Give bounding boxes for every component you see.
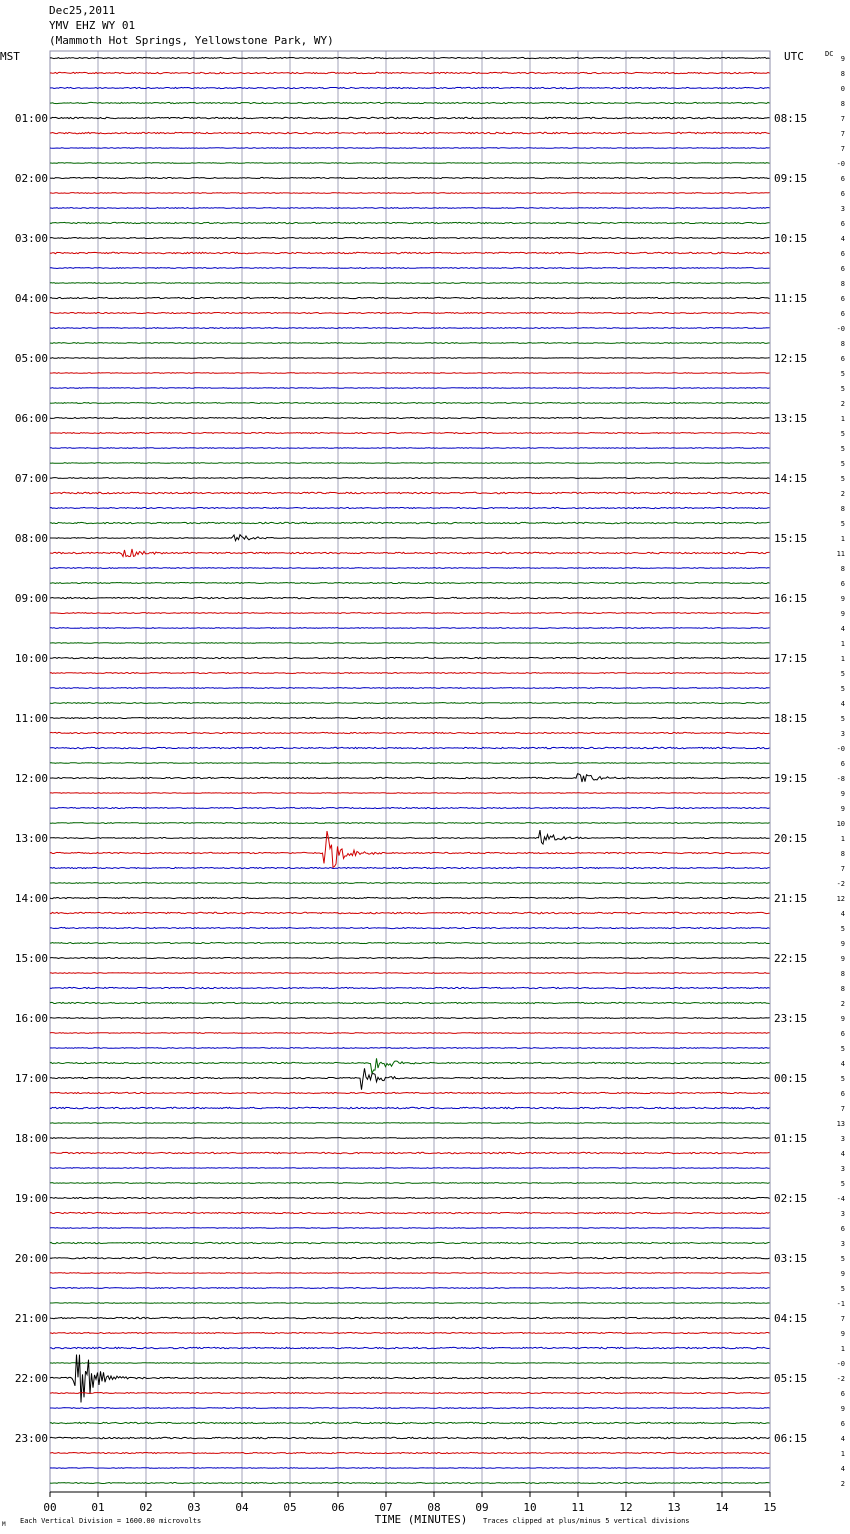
x-tick-label: 06 [331, 1501, 345, 1514]
trace-line [50, 208, 770, 209]
right-zone-label: UTC [784, 50, 804, 63]
dc-offset-label: 9 [840, 1405, 845, 1413]
dc-offset-label: 1 [840, 1450, 845, 1458]
dc-offset-label: 6 [840, 250, 845, 258]
dc-offset-label: 3 [840, 205, 845, 213]
trace-line [50, 1228, 770, 1229]
right-hour-label: 20:15 [774, 832, 808, 845]
trace-line [50, 597, 770, 598]
trace-line [50, 823, 770, 824]
dc-offset-label: 3 [840, 730, 845, 738]
trace-line [50, 793, 770, 794]
dc-offset-label: 5 [840, 460, 845, 468]
dc-offset-label: 6 [840, 175, 845, 183]
left-hour-label: 13:00 [14, 832, 48, 845]
trace-line [50, 1288, 770, 1289]
trace-line [50, 747, 770, 748]
trace-line [50, 1058, 770, 1073]
dc-offset-label: 7 [840, 1105, 845, 1113]
trace-line [50, 1273, 770, 1274]
trace-line [50, 1068, 770, 1089]
dc-offset-label: 1 [840, 535, 845, 543]
dc-offset-label: 9 [840, 1330, 845, 1338]
dc-offset-label: 5 [840, 430, 845, 438]
trace-line [50, 867, 770, 868]
x-tick-label: 15 [763, 1501, 777, 1514]
left-zone-label: MST [0, 50, 20, 63]
dc-offset-label: 9 [840, 595, 845, 603]
left-hour-label: 22:00 [14, 1372, 48, 1385]
trace-line [50, 1332, 770, 1333]
trace-line [50, 942, 770, 943]
trace-line [50, 463, 770, 464]
trace-line [50, 732, 770, 733]
trace-line [50, 1355, 770, 1403]
trace-line [50, 148, 770, 149]
left-hour-label: 19:00 [14, 1192, 48, 1205]
x-tick-label: 12 [619, 1501, 633, 1514]
trace-line [50, 897, 770, 898]
trace-line [50, 1242, 770, 1243]
dc-offset-label: 7 [840, 115, 845, 123]
dc-offset-label: 4 [840, 1435, 845, 1443]
x-tick-label: 08 [427, 1501, 441, 1514]
dc-offset-label: 9 [840, 55, 845, 63]
dc-offset-label: 11 [836, 550, 845, 558]
dc-offset-label: 6 [840, 220, 845, 228]
trace-line [50, 492, 770, 493]
dc-offset-label: -0 [836, 325, 845, 333]
trace-line [50, 102, 770, 103]
dc-offset-label: 5 [840, 1180, 845, 1188]
right-hour-label: 06:15 [774, 1432, 808, 1445]
dc-offset-label: 7 [840, 865, 845, 873]
left-hour-label: 14:00 [14, 892, 48, 905]
dc-offset-label: 4 [840, 1060, 845, 1068]
trace-line [50, 478, 770, 479]
dc-offset-label: 8 [840, 970, 845, 978]
left-hour-label: 21:00 [14, 1312, 48, 1325]
left-hour-label: 06:00 [14, 412, 48, 425]
right-hour-label: 11:15 [774, 292, 808, 305]
scale-note: Each Vertical Division = 1600.00 microvolts [20, 1517, 202, 1525]
dc-offset-label: 10 [836, 820, 845, 828]
dc-offset-label: 8 [840, 505, 845, 513]
dc-offset-label: 5 [840, 1285, 845, 1293]
right-hour-label: 21:15 [774, 892, 808, 905]
dc-offset-label: 5 [840, 685, 845, 693]
dc-offset-label: 8 [840, 850, 845, 858]
trace-line [50, 1002, 770, 1003]
right-hour-label: 08:15 [774, 112, 808, 125]
dc-offset-label: 5 [840, 445, 845, 453]
trace-line [50, 703, 770, 704]
dc-offset-label: 6 [840, 1390, 845, 1398]
right-hour-label: 16:15 [774, 592, 808, 605]
dc-offset-label: 2 [840, 490, 845, 498]
dc-offset-label: 4 [840, 235, 845, 243]
x-tick-label: 10 [523, 1501, 537, 1514]
right-hour-label: 13:15 [774, 412, 808, 425]
trace-line [50, 958, 770, 959]
left-hour-label: 02:00 [14, 172, 48, 185]
trace-line [50, 1152, 770, 1153]
dc-offset-label: 6 [840, 1030, 845, 1038]
dc-offset-label: -0 [836, 1360, 845, 1368]
dc-offset-label: 9 [840, 955, 845, 963]
trace-line [50, 1183, 770, 1184]
trace-line [50, 1437, 770, 1438]
right-hour-label: 00:15 [774, 1072, 808, 1085]
left-hour-label: 23:00 [14, 1432, 48, 1445]
left-hour-label: 04:00 [14, 292, 48, 305]
trace-line [50, 549, 770, 557]
dc-offset-label: -8 [836, 775, 845, 783]
trace-line [50, 1107, 770, 1108]
x-tick-label: 01 [91, 1501, 105, 1514]
dc-offset-label: -4 [836, 1195, 845, 1203]
dc-offset-label: -2 [836, 880, 845, 888]
left-hour-label: 18:00 [14, 1132, 48, 1145]
x-tick-label: 13 [667, 1501, 681, 1514]
trace-line [50, 628, 770, 629]
left-hour-label: 03:00 [14, 232, 48, 245]
left-hour-label: 11:00 [14, 712, 48, 725]
header-location: (Mammoth Hot Springs, Yellowstone Park, WY) [49, 34, 334, 47]
dc-offset-label: 5 [840, 715, 845, 723]
right-hour-label: 05:15 [774, 1372, 808, 1385]
trace-line [50, 1393, 770, 1394]
dc-offset-label: 8 [840, 985, 845, 993]
trace-line [50, 1317, 770, 1318]
right-hour-label: 14:15 [774, 472, 808, 485]
trace-line [50, 1257, 770, 1258]
trace-line [50, 373, 770, 374]
trace-line [50, 568, 770, 569]
dc-offset-label: 9 [840, 805, 845, 813]
corner-mark: M [2, 1521, 6, 1528]
dc-offset-label: 5 [840, 370, 845, 378]
dc-offset-label: 8 [840, 280, 845, 288]
dc-offset-label: 8 [840, 100, 845, 108]
dc-offset-label: 5 [840, 520, 845, 528]
trace-line [50, 297, 770, 298]
dc-offset-label: 6 [840, 1420, 845, 1428]
x-tick-label: 09 [475, 1501, 489, 1514]
x-tick-label: 05 [283, 1501, 297, 1514]
trace-line [50, 417, 770, 418]
trace-line [50, 883, 770, 884]
right-hour-label: 17:15 [774, 652, 808, 665]
right-hour-label: 23:15 [774, 1012, 808, 1025]
dc-offset-label: 5 [840, 385, 845, 393]
trace-line [50, 1048, 770, 1049]
left-hour-label: 17:00 [14, 1072, 48, 1085]
clip-note: Traces clipped at plus/minus 5 vertical divisions [483, 1517, 690, 1525]
right-hour-label: 10:15 [774, 232, 808, 245]
trace-line [50, 1347, 770, 1348]
trace-line [50, 163, 770, 164]
right-hour-label: 15:15 [774, 532, 808, 545]
dc-offset-label: 9 [840, 1270, 845, 1278]
dc-offset-label: 7 [840, 145, 845, 153]
x-tick-label: 00 [43, 1501, 57, 1514]
trace-line [50, 72, 770, 73]
right-hour-label: 03:15 [774, 1252, 808, 1265]
trace-line [50, 1483, 770, 1484]
dc-offset-label: 6 [840, 295, 845, 303]
left-hour-label: 12:00 [14, 772, 48, 785]
trace-line [50, 830, 770, 844]
dc-offset-label: 6 [840, 580, 845, 588]
dc-offset-label: 7 [840, 1315, 845, 1323]
trace-line [50, 673, 770, 674]
trace-line [50, 1363, 770, 1364]
x-tick-label: 11 [571, 1501, 585, 1514]
trace-line [50, 927, 770, 928]
header-date: Dec25,2011 [49, 4, 116, 17]
dc-offset-label: 5 [840, 1045, 845, 1053]
x-tick-label: 07 [379, 1501, 393, 1514]
dc-offset-label: 2 [840, 1000, 845, 1008]
trace-line [50, 1123, 770, 1124]
trace-line [50, 177, 770, 178]
right-hour-label: 01:15 [774, 1132, 808, 1145]
x-axis-title: TIME (MINUTES) [374, 1513, 468, 1526]
dc-offset-label: 6 [840, 190, 845, 198]
trace-line [50, 1408, 770, 1409]
header-station: YMV EHZ WY 01 [49, 19, 136, 32]
dc-offset-label: 3 [840, 1210, 845, 1218]
trace-line [50, 1422, 770, 1423]
trace-line [50, 268, 770, 269]
trace-line [50, 1033, 770, 1034]
trace-line [50, 582, 770, 583]
trace-line [50, 433, 770, 434]
trace-line [50, 1138, 770, 1139]
left-hour-label: 08:00 [14, 532, 48, 545]
dc-offset-label: 5 [840, 1075, 845, 1083]
trace-line [50, 831, 770, 867]
dc-offset-label: 5 [840, 670, 845, 678]
trace-line [50, 222, 770, 223]
right-hour-label: 04:15 [774, 1312, 808, 1325]
trace-line [50, 1212, 770, 1213]
trace-line [50, 328, 770, 329]
dc-offset-label: 8 [840, 340, 845, 348]
dc-offset-label: 1 [840, 640, 845, 648]
dc-offset-label: 12 [836, 895, 845, 903]
dc-offset-label: 9 [840, 1015, 845, 1023]
dc-offset-label: -0 [836, 745, 845, 753]
trace-line [50, 688, 770, 689]
trace-line [50, 358, 770, 359]
trace-line [50, 1018, 770, 1019]
trace-line [50, 973, 770, 974]
left-hour-label: 20:00 [14, 1252, 48, 1265]
trace-line [50, 1092, 770, 1093]
dc-offset-label: 0 [840, 85, 845, 93]
dc-offset-label: 4 [840, 1465, 845, 1473]
trace-line [50, 643, 770, 644]
trace-line [50, 193, 770, 194]
x-tick-label: 14 [715, 1501, 729, 1514]
trace-line [50, 283, 770, 284]
plot-frame [50, 51, 770, 1492]
trace-line [50, 117, 770, 118]
right-hour-label: 09:15 [774, 172, 808, 185]
dc-offset-label: 6 [840, 760, 845, 768]
x-tick-label: 02 [139, 1501, 153, 1514]
trace-line [50, 912, 770, 913]
trace-line [50, 87, 770, 88]
trace-line [50, 1303, 770, 1304]
dc-offset-label: 2 [840, 1480, 845, 1488]
trace-line [50, 535, 770, 541]
dc-offset-label: 4 [840, 910, 845, 918]
right-hour-label: 02:15 [774, 1192, 808, 1205]
dc-offset-label: 6 [840, 1090, 845, 1098]
dc-offset-label: 7 [840, 130, 845, 138]
trace-line [50, 613, 770, 614]
trace-line [50, 522, 770, 523]
dc-offset-label: 3 [840, 1165, 845, 1173]
trace-line [50, 388, 770, 389]
trace-line [50, 507, 770, 508]
right-hour-label: 12:15 [774, 352, 808, 365]
dc-offset-label: 9 [840, 610, 845, 618]
dc-offset-label: 1 [840, 1345, 845, 1353]
dc-offset-label: 5 [840, 925, 845, 933]
trace-line [50, 774, 770, 782]
dc-offset-label: 4 [840, 700, 845, 708]
right-hour-label: 19:15 [774, 772, 808, 785]
left-hour-label: 15:00 [14, 952, 48, 965]
left-hour-label: 01:00 [14, 112, 48, 125]
left-hour-label: 09:00 [14, 592, 48, 605]
dc-offset-label: 4 [840, 1150, 845, 1158]
dc-offset-label: 6 [840, 265, 845, 273]
dc-label: DC [825, 50, 834, 58]
dc-offset-label: 4 [840, 625, 845, 633]
x-tick-label: 04 [235, 1501, 249, 1514]
trace-line [50, 448, 770, 449]
dc-offset-label: 1 [840, 655, 845, 663]
left-hour-label: 05:00 [14, 352, 48, 365]
dc-offset-label: 2 [840, 400, 845, 408]
trace-line [50, 717, 770, 718]
trace-line [50, 1197, 770, 1198]
trace-line [50, 657, 770, 658]
trace-line [50, 1468, 770, 1469]
left-hour-label: 10:00 [14, 652, 48, 665]
trace-line [50, 1452, 770, 1453]
right-hour-label: 18:15 [774, 712, 808, 725]
dc-offset-label: -1 [836, 1300, 845, 1308]
dc-offset-label: 1 [840, 415, 845, 423]
left-hour-label: 07:00 [14, 472, 48, 485]
dc-offset-label: 6 [840, 355, 845, 363]
dc-offset-label: 9 [840, 940, 845, 948]
trace-line [50, 403, 770, 404]
dc-offset-label: 9 [840, 790, 845, 798]
dc-offset-label: 13 [836, 1120, 845, 1128]
dc-offset-label: 6 [840, 310, 845, 318]
dc-offset-label: 1 [840, 835, 845, 843]
trace-line [50, 132, 770, 133]
dc-offset-label: 3 [840, 1135, 845, 1143]
trace-line [50, 987, 770, 988]
dc-offset-label: 3 [840, 1240, 845, 1248]
dc-offset-label: -2 [836, 1375, 845, 1383]
trace-line [50, 238, 770, 239]
trace-line [50, 343, 770, 344]
trace-line [50, 57, 770, 58]
trace-line [50, 1168, 770, 1169]
dc-offset-label: -0 [836, 160, 845, 168]
dc-offset-label: 8 [840, 70, 845, 78]
dc-offset-label: 6 [840, 1225, 845, 1233]
trace-line [50, 763, 770, 764]
dc-offset-label: 5 [840, 1255, 845, 1263]
x-tick-label: 03 [187, 1501, 201, 1514]
left-hour-label: 16:00 [14, 1012, 48, 1025]
dc-offset-label: 8 [840, 565, 845, 573]
right-hour-label: 22:15 [774, 952, 808, 965]
trace-line [50, 313, 770, 314]
trace-line [50, 252, 770, 253]
dc-offset-label: 5 [840, 475, 845, 483]
trace-line [50, 807, 770, 808]
